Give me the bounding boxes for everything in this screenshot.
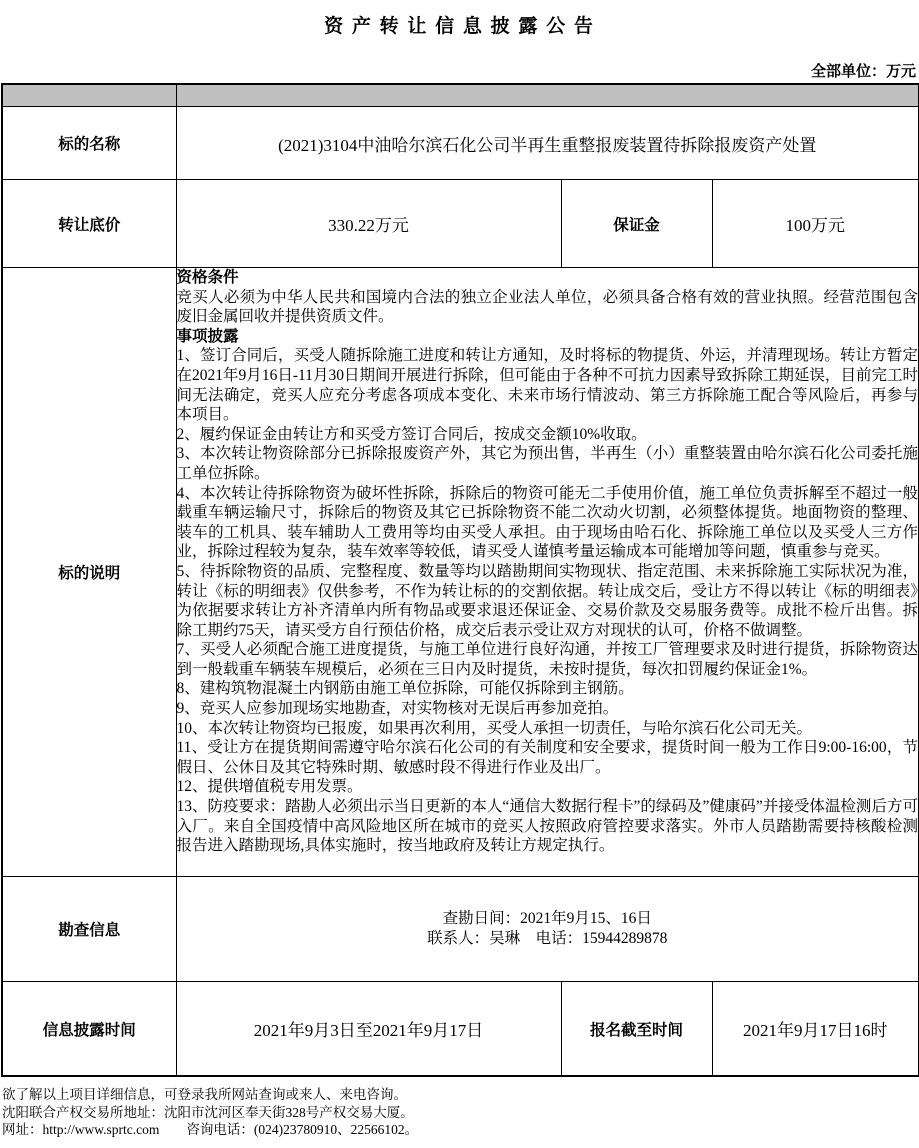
description-row — [2, 268, 919, 877]
header-cell-value — [176, 84, 919, 107]
header-cell-label — [2, 84, 176, 107]
footer-info-line: 欲了解以上项目详细信息，可登录我所网站查询或来人、来电咨询。 — [2, 1087, 407, 1102]
qualification-text: 竞买人必须为中华人民共和国境内合法的独立企业法人单位，必须具备合格有效的营业执照。经营范围包含废旧金属回收并提供资质文件。 — [176, 288, 918, 326]
base-price-label: 转让底价 — [2, 180, 176, 268]
deposit-label: 保证金 — [561, 180, 712, 268]
subject-name-value: (2021)3104中油哈尔滨石化公司半再生重整报废装置待拆除报废资产处置 — [176, 107, 919, 180]
disclosure-item: 8、建构筑物混凝土内钢筋由施工单位拆除，可能仅拆除到主钢筋。 — [176, 680, 634, 698]
survey-row — [2, 877, 919, 982]
survey-contact-line: 联系人：吴琳 电话：15944289878 — [427, 930, 668, 947]
subject-name-label: 标的名称 — [2, 107, 176, 180]
subject-name-row — [2, 107, 919, 180]
survey-content — [176, 877, 919, 982]
description-label: 标的说明 — [2, 268, 176, 877]
registration-deadline-value: 2021年9月17日16时 — [712, 982, 919, 1077]
disclosure-item: 11、受让方在提货期间需遵守哈尔滨石化公司的有关制度和安全要求，提货时间一般为工作日9:00-16:00，节假日、公休日及其它特殊时期、敏感时段不得进行作业及出厂。 — [176, 739, 918, 776]
disclosure-item: 7、买受人必须配合施工进度提货，与施工单位进行良好沟通，并按工厂管理要求及时进行提货，拆除物资达到一般载重车辆装车规模后，必须在三日内及时提货，未按时提货，每次扣罚履约保证金1%。 — [176, 641, 918, 678]
disclosure-item: 13、防疫要求：踏勘人必须出示当日更新的本人“通信大数据行程卡”的绿码及”健康码”并接受体温检测后方可入厂。来自全国疫情中高风险地区所在城市的竞买人按照政府管控要求落实。外市人员踏勘需要持核酸检测报告进入踏勘现场,具体实施时，按当地政府及转让方规定执行。 — [176, 798, 918, 855]
announcement-table — [1, 83, 919, 1077]
disclosure-period-label: 信息披露时间 — [2, 982, 176, 1077]
disclosure-item: 10、本次转让物资均已报废，如果再次利用，买受人承担一切责任，与哈尔滨石化公司无关。 — [176, 719, 813, 737]
disclosure-item: 5、待拆除物资的品质、完整程度、数量等均以踏勘期间实物现状、指定范围、未来拆除施工实际状况为准，转让《标的明细表》仅供参考，不作为转让标的的交割依据。转让成交后，受让方不得以转让《标的明细表》为依据要求转让方补齐清单内所有物品或要求退还保证金、交易价款及交易服务费等。成批不检斤出售。拆除工期约75天，请买受方自行预估价格，成交后表示受让双方对现状的认可，价格不做调整。 — [176, 562, 918, 639]
disclosure-item: 9、竞买人应参加现场实地勘查，对实物核对无误后再参加竞拍。 — [176, 700, 619, 718]
survey-date-line: 查勘日间：2021年9月15、16日 — [442, 910, 652, 927]
registration-deadline-label: 报名截至时间 — [561, 982, 712, 1077]
page-footer — [0, 1086, 919, 1139]
price-row — [2, 180, 919, 268]
disclosure-item: 3、本次转让物资除部分已拆除报废资产外，其它为预出售，半再生（小）重整装置由哈尔滨石化公司委托施工单位拆除。 — [176, 445, 918, 482]
disclosure-items-heading: 事项披露 — [176, 327, 239, 345]
disclosure-item: 4、本次转让待拆除物资为破坏性拆除，拆除后的物资可能无二手使用价值，施工单位负责拆解至不超过一般载重车辆运输尺寸，拆除后的物资及其它已拆除物资不能二次动火切割，必须整体提货。地面物资的整理、装车的工机具、装车辅助人工费用等均由买受人承担。由于现场由哈石化、拆除施工单位以及买受人三方作业，拆除过程较为复杂，装车效率等较低，请买受人谨慎考量运输成本可能增加等问题，慎重参与竞买。 — [176, 484, 918, 561]
survey-label: 勘查信息 — [2, 877, 176, 982]
base-price-value: 330.22万元 — [176, 180, 561, 268]
footer-address-line: 沈阳联合产权交易所地址：沈阳市沈河区奉天街328号产权交易大厦。 — [2, 1104, 414, 1120]
page-title: 资 产 转 让 信 息 披 露 公 告 — [324, 16, 595, 37]
footer-contact-line: 网址：http://www.sprtc.com 咨询电话：(024)23780910、22566102。 — [2, 1122, 419, 1137]
disclosure-item: 2、履约保证金由转让方和买受方签订合同后，按成交金额10%收取。 — [176, 425, 647, 443]
disclosure-period-value: 2021年9月3日至2021年9月17日 — [176, 982, 561, 1077]
disclosure-time-row — [2, 982, 919, 1077]
table-header-row — [2, 84, 919, 107]
unit-note: 全部单位：万元 — [810, 64, 916, 80]
disclosure-item: 1、签订合同后，买受人随拆除施工进度和转让方通知，及时将标的物提货、外运，并清理现场。转让方暂定在2021年9月16日-11月30日期间开展进行拆除，但可能由于各种不可抗力因素导致拆除工期延误，目前完工时间无法确定，竞买人应充分考虑各项成本变化、未来市场行情波动、第三方拆除施工配合等风险后，再参与本项目。 — [176, 347, 918, 424]
deposit-value: 100万元 — [712, 180, 919, 268]
qualification-heading: 资格条件 — [176, 269, 239, 286]
disclosure-item: 12、提供增值税专用发票。 — [176, 778, 363, 796]
description-content — [176, 268, 919, 877]
